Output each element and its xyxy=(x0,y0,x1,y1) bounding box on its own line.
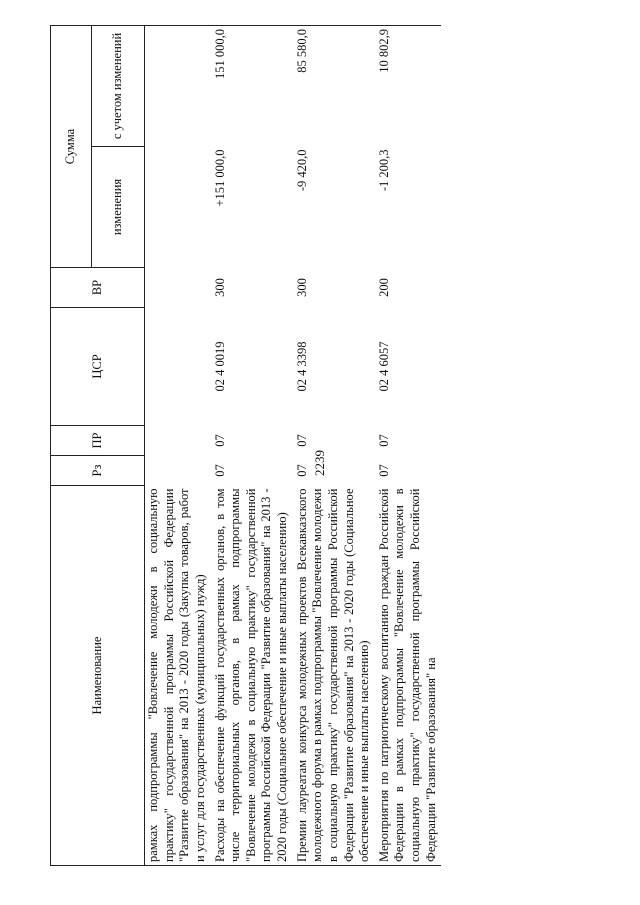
row-rz: 07 xyxy=(212,464,227,477)
row-rz: 07 xyxy=(376,464,391,477)
row-total xyxy=(145,26,211,147)
row-pr: 07 xyxy=(376,434,391,447)
table-row xyxy=(145,26,211,866)
row-change: -9 420,0 xyxy=(294,149,309,192)
table-row xyxy=(375,26,442,866)
row-csr: 02 4 3398 xyxy=(294,341,309,392)
row-vr: 300 xyxy=(212,278,227,297)
table-body xyxy=(145,26,442,866)
row-name: Мероприятия по патриотическому воспитанию граждан Российской Федерации в рамках подпрограммы "Вовлечение молодежи в социальную практику" государственной программы Российской Федерации "Развитие образования" на xyxy=(375,486,442,866)
header-sum: Сумма xyxy=(51,26,92,268)
row-change xyxy=(145,147,211,268)
page-number: 2239 xyxy=(312,450,327,476)
rotated-page xyxy=(50,26,630,866)
row-vr: 200 xyxy=(376,278,391,297)
table-header xyxy=(51,26,145,866)
budget-table xyxy=(50,25,441,866)
row-name: Расходы на обеспечение функций государственных органов, в том числе территориальных органов, в рамках подпрограммы "Вовлечение молодежи в социальную практику" государственной программы Российской Федерации "Развитие образования" на 2013 - 2020 годы (Социальное обеспечение и иные выплаты населению) xyxy=(211,486,293,866)
row-pr xyxy=(145,426,211,456)
row-vr xyxy=(145,268,211,308)
row-total: 10 802,9 xyxy=(375,26,442,147)
row-total: 151 000,0 xyxy=(211,26,293,147)
header-vr: ВР xyxy=(51,268,145,308)
row-rz xyxy=(145,456,211,486)
row-total: 85 580,0 xyxy=(293,26,375,147)
row-change: +151 000,0 xyxy=(212,149,227,207)
header-csr: ЦСР xyxy=(51,308,145,426)
row-csr xyxy=(145,308,211,426)
row-vr: 300 xyxy=(294,278,309,297)
row-name: Премии лауреатам конкурса молодежных проектов Всекавказского молодежного форума в рамках подпрограммы "Вовлечение молодежи в социальную практику" государственной программы Российской Федерации "Развитие образования" на 2013 - 2020 годы (Социальное обеспечение и иные выплаты населению) xyxy=(293,486,375,866)
header-rz: Рз xyxy=(51,456,145,486)
row-pr: 07 xyxy=(212,434,227,447)
row-name: рамках подпрограммы "Вовлечение молодежи в социальную практику" государственной программы Российской Федерации "Развитие образования" на 2013 - 2020 годы (Закупка товаров, работ и услуг для государственных (муниципальных) нужд) xyxy=(145,486,211,866)
row-rz: 07 xyxy=(294,464,309,477)
row-change: -1 200,3 xyxy=(376,149,391,192)
row-csr: 02 4 6057 xyxy=(376,341,391,392)
header-total: с учетом изменений xyxy=(92,26,145,147)
table-row xyxy=(211,26,293,866)
header-name: Наименование xyxy=(51,486,145,866)
header-pr: ПР xyxy=(51,426,145,456)
table-row xyxy=(293,26,375,866)
header-change: изменения xyxy=(92,147,145,268)
row-pr: 07 xyxy=(294,434,309,447)
row-csr: 02 4 0019 xyxy=(212,341,227,392)
